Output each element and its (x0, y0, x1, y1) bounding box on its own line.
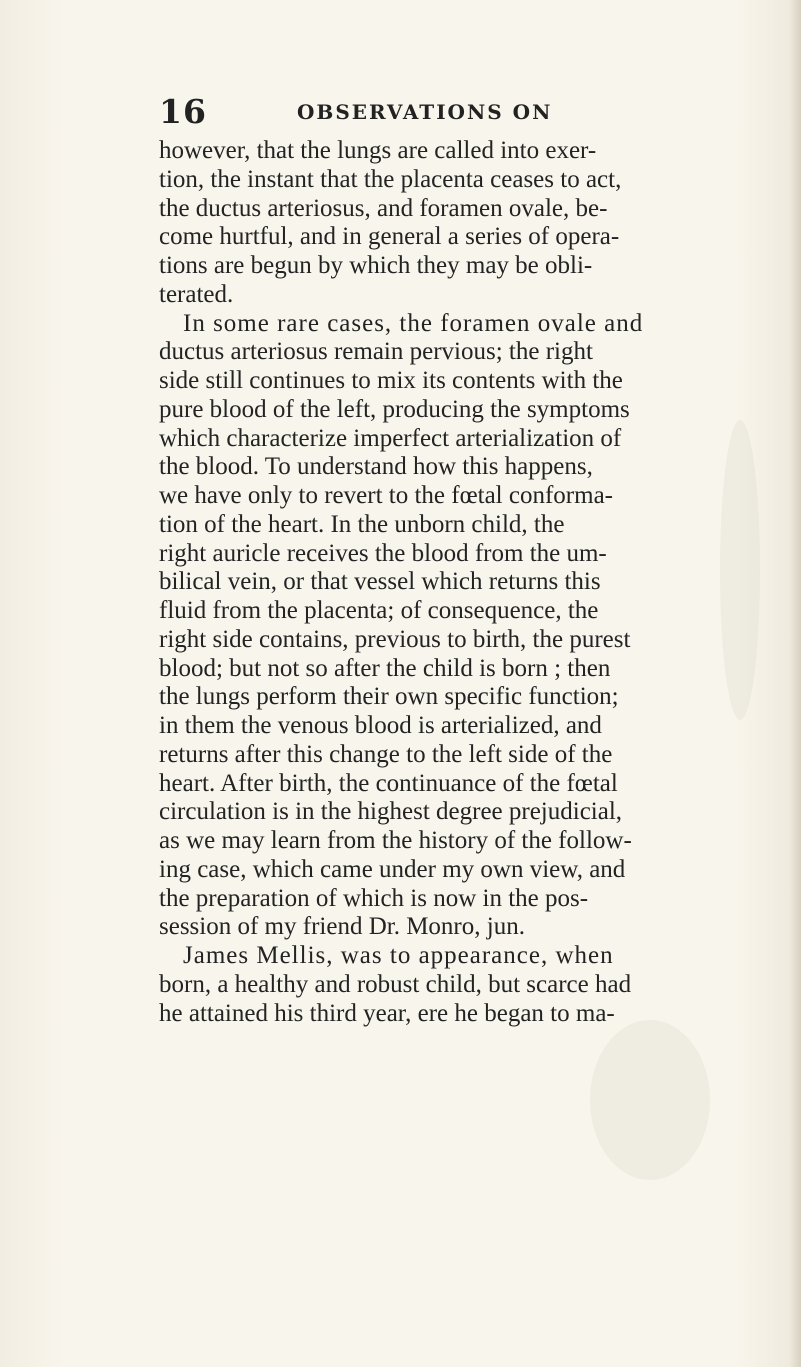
running-head: OBSERVATIONS ON (297, 100, 553, 124)
paragraph-start-line: James Mellis, was to appearance, when (183, 942, 614, 969)
text-line: born, a healthy and robust child, but scarce had (159, 970, 632, 998)
text-line: terated. (159, 280, 234, 308)
paragraph-start-line: In some rare cases, the foramen ovale and (183, 309, 644, 337)
text-line: come hurtful, and in general a series of opera- (159, 223, 620, 251)
text-line: we have only to revert to the fœtal conforma- (159, 482, 613, 509)
page-number: 16 (159, 92, 207, 131)
text-line: the preparation of which is now in the pos- (159, 884, 589, 912)
text-line: the blood. To understand how this happens, (159, 453, 593, 481)
text-line: side still continues to mix its contents with the (159, 367, 623, 394)
body-text (159, 137, 742, 1028)
text-line: right auricle receives the blood from the um- (159, 539, 607, 567)
page-header (159, 92, 719, 132)
text-line: ing case, which came under my own view, and (159, 855, 626, 883)
text-line: the ductus arteriosus, and foramen ovale, be- (159, 194, 608, 222)
text-line: tion, the instant that the placenta ceases to act, (159, 165, 622, 193)
text-line: ductus arteriosus remain pervious; the right (159, 338, 593, 366)
text-line: tions are begun by which they may be obli- (159, 252, 593, 279)
text-line: bilical vein, or that vessel which returns this (159, 568, 601, 596)
paper-stain (590, 1020, 710, 1180)
text-line: he attained his third year, ere he began to ma- (159, 999, 615, 1027)
page-edge-shadow (789, 0, 801, 1367)
text-line: the lungs perform their own specific function; (159, 683, 619, 711)
text-line: returns after this change to the left side of the (159, 740, 613, 768)
text-line: tion of the heart. In the unborn child, the (159, 510, 565, 538)
text-line: fluid from the placenta; of consequence, the (159, 597, 599, 624)
text-line: blood; but not so after the child is born ; then (159, 654, 611, 682)
text-line: circulation is in the highest degree prejudicial, (159, 798, 623, 826)
text-line: pure blood of the left, producing the symptoms (159, 395, 630, 423)
text-line: right side contains, previous to birth, the purest (159, 625, 631, 653)
text-line: heart. After birth, the continuance of the fœtal (159, 769, 618, 797)
text-line: session of my friend Dr. Monro, jun. (159, 913, 525, 941)
text-line: which characterize imperfect arterialization of (159, 424, 622, 452)
text-line: in them the venous blood is arterialized, and (159, 712, 602, 739)
text-line: however, that the lungs are called into exer- (159, 137, 597, 164)
text-line: as we may learn from the history of the follow- (159, 827, 632, 854)
